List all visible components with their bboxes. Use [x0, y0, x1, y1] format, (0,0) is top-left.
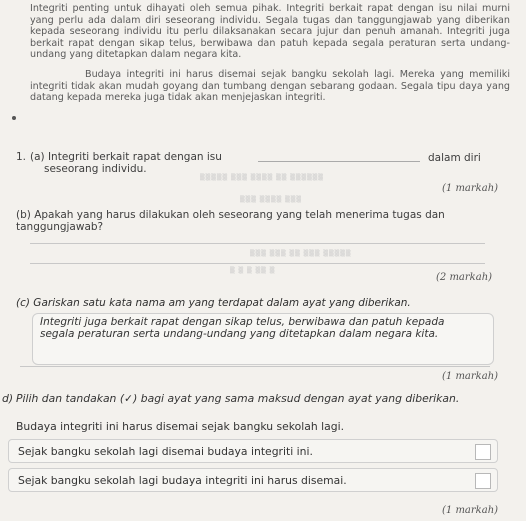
question-d-instruction: Pilih dan tandakan (✓) bagi ayat yang sama maksud dengan ayat yang diberikan.: [16, 392, 460, 405]
question-a-line1: (a) Integriti berkait rapat dengan isu: [30, 151, 222, 163]
option-2-label: Sejak bangku sekolah lagi budaya integriti ini harus disemai.: [18, 473, 347, 487]
passage-paragraph-2: Budaya integriti ini harus disemai sejak bangku sekolah lagi. Mereka yang memiliki integriti tidak akan mudah goyang dan tumbang dengan sebarang godaan. Segala tipu daya yang datang kepada mereka juga tidak akan menjejaskan integriti.: [30, 68, 510, 104]
passage-paragraph-1: Integriti penting untuk dihayati oleh semua pihak. Integriti berkait rapat dengan isu nilai murni yang perlu ada dalam diri seseorang individu. Segala tugas dan tanggungjawab yang diberikan kepada seseorang individu itu perlu dilaksanakan secara jujur dan penuh amanah. Integriti juga berkait rapat dengan sikap telus, berwibawa dan patuh kepada segala peraturan serta undang-undang yang ditetapkan dalam negara kita.: [30, 3, 510, 61]
marks-a: (1 markah): [442, 183, 499, 194]
question-d-text: [2, 392, 516, 405]
answer-line-b2[interactable]: [30, 263, 485, 264]
marks-d: (1 markah): [442, 505, 499, 516]
question-d-number: d): [2, 392, 14, 405]
checkbox-1[interactable]: [475, 444, 491, 460]
faint-bleed-text: ▒▒▒ ▒▒▒▒ ▒▒▒: [240, 196, 302, 203]
bullet-dot-icon: [12, 116, 16, 120]
faint-bleed-text: ▒▒▒▒▒ ▒▒▒ ▒▒▒▒ ▒▒ ▒▒▒▒▒▒: [200, 174, 324, 181]
marks-b: (2 markah): [436, 272, 493, 283]
question-c-text: (c) Gariskan satu kata nama am yang terdapat dalam ayat yang diberikan.: [16, 297, 411, 309]
option-1-label: Sejak bangku sekolah lagi disemai budaya integriti ini.: [18, 444, 313, 458]
question-a-text: [30, 151, 222, 175]
question-number: 1.: [16, 151, 27, 163]
marks-c: (1 markah): [442, 371, 499, 382]
question-a-end-text: dalam diri: [428, 152, 481, 164]
question-b-text: (b) Apakah yang harus dilakukan oleh seseorang yang telah menerima tugas dan tanggungjawab?: [16, 209, 445, 233]
question-a-line2: seseorang individu.: [44, 163, 147, 175]
answer-line-b1[interactable]: [30, 243, 485, 244]
reading-passage: [30, 3, 510, 104]
option-2[interactable]: [8, 468, 498, 492]
checkbox-2[interactable]: [475, 473, 491, 489]
option-1[interactable]: [8, 439, 498, 463]
answer-line-c: [20, 366, 490, 367]
faint-bleed-text: ▒▒▒ ▒▒▒ ▒▒ ▒▒▒ ▒▒▒▒▒: [250, 250, 352, 257]
faint-bleed-text: ▒ ▒ ▒ ▒▒ ▒: [230, 267, 276, 274]
question-d-statement: Budaya integriti ini harus disemai sejak bangku sekolah lagi.: [16, 420, 345, 433]
answer-blank-a[interactable]: [258, 161, 420, 162]
question-c-sentence[interactable]: Integriti juga berkait rapat dengan sikap telus, berwibawa dan patuh kepada segala peraturan serta undang-undang yang ditetapkan dalam negara kita.: [40, 316, 445, 340]
